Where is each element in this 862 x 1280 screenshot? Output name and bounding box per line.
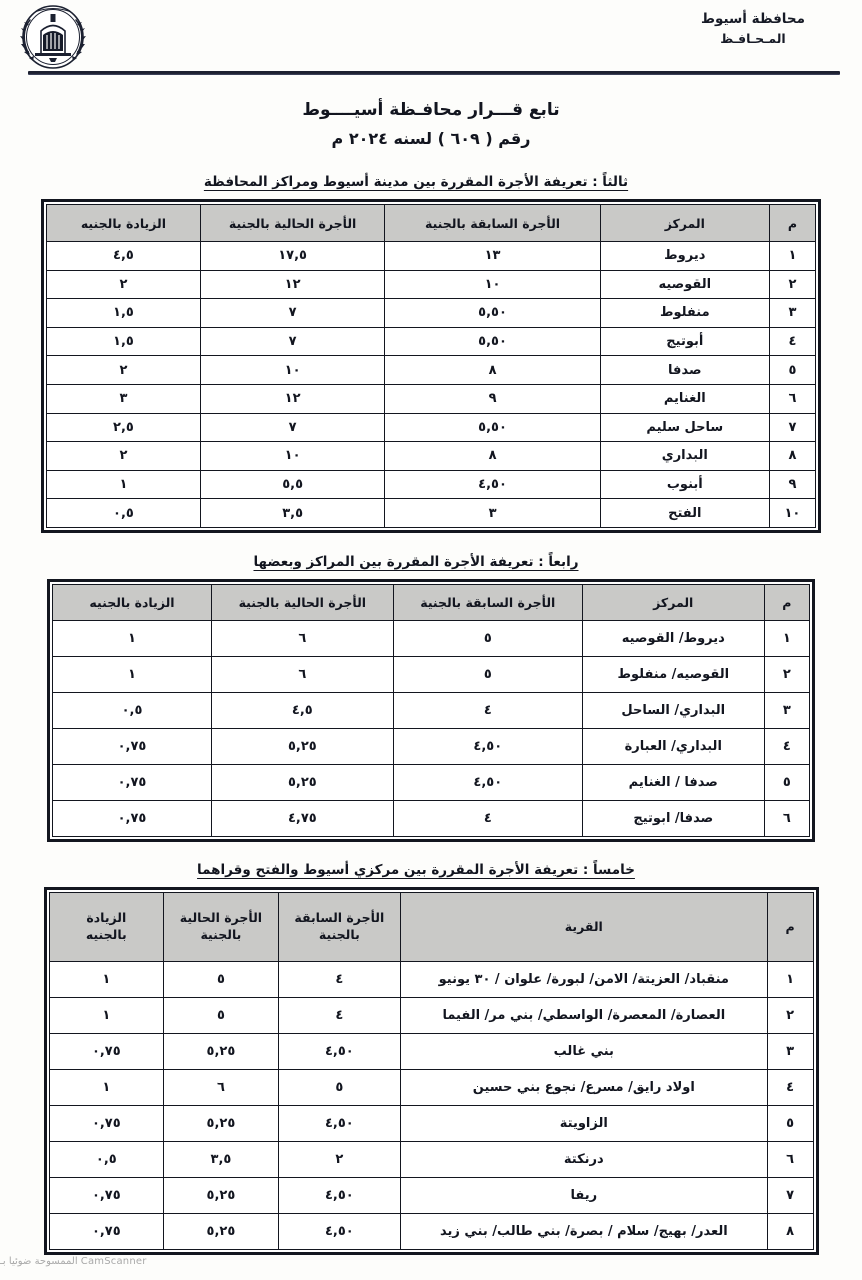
cell-previous-fare: ٤,٥٠ — [278, 1213, 400, 1249]
cell-village: منقباد/ العزيتة/ الامن/ لبورة/ علوان / ٣٠ يونيو — [400, 961, 767, 997]
section-heading-fifth: خامساً : تعريفة الأجرة المقررة بين مركزي أسيوط والفتح وقراهما — [197, 861, 635, 878]
table-row — [47, 442, 816, 471]
col-header-center: المركز — [582, 584, 764, 620]
cell-increase: ٠,٧٥ — [49, 1213, 164, 1249]
table-row — [53, 620, 810, 656]
col-header-current-fare: الأجرة الحالية بالجنية — [212, 584, 394, 620]
table-header-row — [49, 892, 813, 961]
cell-increase: ١ — [47, 470, 201, 499]
cell-previous-fare: ٤ — [393, 692, 582, 728]
cell-center: القوصيه — [600, 270, 769, 299]
cell-village: ريفا — [400, 1177, 767, 1213]
col-header-village: القرية — [400, 892, 767, 961]
cell-increase: ٠,٥ — [53, 692, 212, 728]
table-row — [47, 413, 816, 442]
cell-previous-fare: ٥ — [278, 1069, 400, 1105]
table-row — [47, 499, 816, 528]
col-header-increase-line1: الزيادة — [86, 910, 127, 926]
cell-current-fare: ٧ — [200, 299, 385, 328]
cell-increase: ١,٥ — [47, 327, 201, 356]
cell-index: ٣ — [767, 1033, 813, 1069]
cell-village: الزاويتة — [400, 1105, 767, 1141]
cell-increase: ٠,٥ — [47, 499, 201, 528]
cell-current-fare: ٥,٥ — [200, 470, 385, 499]
cell-current-fare: ٥,٢٥ — [212, 728, 394, 764]
cell-index: ٦ — [764, 800, 809, 836]
cell-previous-fare: ٣ — [385, 499, 600, 528]
governorate-name: محافظة أسيوط — [701, 11, 805, 27]
table-row — [49, 997, 813, 1033]
cell-current-fare: ١٢ — [200, 270, 385, 299]
col-header-current-fare: الأجرة الحالية بالجنية — [200, 205, 385, 242]
col-header-current-fare-line1: الأجرة الحالية — [179, 910, 263, 926]
cell-increase: ١ — [53, 620, 212, 656]
table-row — [49, 1213, 813, 1249]
table-row — [53, 692, 810, 728]
cell-index: ٢ — [767, 997, 813, 1033]
cell-previous-fare: ٥,٥٠ — [385, 327, 600, 356]
cell-index: ٣ — [769, 299, 815, 328]
table-row — [49, 1141, 813, 1177]
table-fares-city-to-centers-wrapper — [41, 199, 821, 533]
table-row — [47, 384, 816, 413]
table-row — [47, 470, 816, 499]
cell-current-fare: ١٠ — [200, 442, 385, 471]
table-row — [53, 656, 810, 692]
cell-current-fare: ٥ — [164, 961, 279, 997]
table-row — [47, 242, 816, 271]
col-header-increase-line2: بالجنيه — [85, 926, 127, 942]
table-row — [47, 356, 816, 385]
table-row — [49, 1033, 813, 1069]
cell-current-fare: ٦ — [212, 656, 394, 692]
cell-index: ٤ — [769, 327, 815, 356]
cell-index: ١ — [769, 242, 815, 271]
cell-center: صدفا — [600, 356, 769, 385]
cell-current-fare: ٣,٥ — [164, 1141, 279, 1177]
cell-current-fare: ٣,٥ — [200, 499, 385, 528]
table-fares-between-centers — [52, 584, 810, 837]
cell-current-fare: ١٠ — [200, 356, 385, 385]
table-row — [47, 299, 816, 328]
cell-index: ٤ — [767, 1069, 813, 1105]
cell-center: البداري/ العبارة — [582, 728, 764, 764]
cell-current-fare: ٤,٧٥ — [212, 800, 394, 836]
cell-increase: ٠,٧٥ — [53, 800, 212, 836]
header-divider — [28, 71, 840, 75]
cell-previous-fare: ٨ — [385, 356, 600, 385]
cell-previous-fare: ٤,٥٠ — [278, 1105, 400, 1141]
table-row — [47, 270, 816, 299]
col-header-previous-fare-line1: الأجرة السابقة — [294, 910, 385, 926]
cell-increase: ٠,٧٥ — [53, 764, 212, 800]
col-header-index: م — [769, 205, 815, 242]
table-header-row — [47, 205, 816, 242]
cell-increase: ١ — [53, 656, 212, 692]
table-row — [53, 764, 810, 800]
scanner-watermark — [0, 1249, 844, 1268]
col-header-previous-fare: الأجرة السابقة بالجنية — [385, 205, 600, 242]
table-row — [49, 961, 813, 997]
cell-center: أبوتيج — [600, 327, 769, 356]
cell-index: ٢ — [764, 656, 809, 692]
cell-index: ١ — [764, 620, 809, 656]
col-header-previous-fare: الأجرة السابقة بالجنية — [393, 584, 582, 620]
col-header-index: م — [764, 584, 809, 620]
cell-center: البداري — [600, 442, 769, 471]
col-header-current-fare — [164, 892, 279, 961]
assiut-governorate-emblem-icon — [5, 4, 101, 70]
cell-previous-fare: ٤,٥٠ — [393, 728, 582, 764]
col-header-increase: الزيادة بالجنيه — [53, 584, 212, 620]
table-fares-villages — [49, 892, 814, 1250]
cell-index: ٨ — [769, 442, 815, 471]
cell-current-fare: ٥,٢٥ — [164, 1177, 279, 1213]
table-header-row — [53, 584, 810, 620]
cell-previous-fare: ٤,٥٠ — [278, 1033, 400, 1069]
cell-increase: ٠,٧٥ — [49, 1033, 164, 1069]
cell-increase: ١ — [49, 961, 164, 997]
table-row — [49, 1069, 813, 1105]
cell-previous-fare: ١٠ — [385, 270, 600, 299]
cell-previous-fare: ٤,٥٠ — [393, 764, 582, 800]
letterhead — [0, 0, 862, 74]
table-fares-between-centers-wrapper — [47, 579, 815, 842]
cell-current-fare: ٦ — [212, 620, 394, 656]
cell-center: ديروط/ القوصيه — [582, 620, 764, 656]
col-header-center: المركز — [600, 205, 769, 242]
cell-center: أبنوب — [600, 470, 769, 499]
cell-index: ٩ — [769, 470, 815, 499]
cell-previous-fare: ١٣ — [385, 242, 600, 271]
cell-increase: ٠,٥ — [49, 1141, 164, 1177]
cell-previous-fare: ٥,٥٠ — [385, 413, 600, 442]
cell-index: ٥ — [767, 1105, 813, 1141]
table-row — [49, 1105, 813, 1141]
cell-previous-fare: ٥ — [393, 656, 582, 692]
cell-current-fare: ٧ — [200, 327, 385, 356]
cell-index: ٧ — [769, 413, 815, 442]
cell-increase: ١ — [49, 997, 164, 1033]
cell-center: صدفا / الغنايم — [582, 764, 764, 800]
section-heading-third: ثالثاً : تعريفة الأجرة المقررة بين مدينة أسيوط ومراكز المحافظة — [203, 174, 629, 190]
table-fares-villages-wrapper — [44, 887, 819, 1255]
cell-previous-fare: ٥,٥٠ — [385, 299, 600, 328]
col-header-previous-fare-line2: بالجنية — [318, 926, 360, 942]
cell-village: العدر/ بهيج/ سلام / بصرة/ بني طالب/ بني زيد — [400, 1213, 767, 1249]
cell-village: اولاد رايق/ مسرع/ نجوع بني حسين — [400, 1069, 767, 1105]
cell-index: ٧ — [767, 1177, 813, 1213]
cell-increase: ٠,٧٥ — [53, 728, 212, 764]
cell-previous-fare: ٤,٥٠ — [278, 1177, 400, 1213]
cell-center: ديروط — [600, 242, 769, 271]
cell-index: ١ — [767, 961, 813, 997]
cell-center: الغنايم — [600, 384, 769, 413]
cell-previous-fare: ٤ — [278, 961, 400, 997]
cell-increase: ٣ — [47, 384, 201, 413]
table-row — [47, 327, 816, 356]
cell-current-fare: ٥,٢٥ — [164, 1105, 279, 1141]
table-row — [53, 800, 810, 836]
cell-village: العصارة/ المعصرة/ الواسطي/ بني مر/ الفيما — [400, 997, 767, 1033]
governorate-identity — [658, 10, 848, 48]
table-fares-city-to-centers — [46, 204, 816, 528]
cell-current-fare: ٦ — [164, 1069, 279, 1105]
governor-title: المـحـافـظ — [720, 30, 786, 46]
cell-current-fare: ٥,٢٥ — [164, 1213, 279, 1249]
cell-current-fare: ٥,٢٥ — [164, 1033, 279, 1069]
col-header-increase — [49, 892, 164, 961]
cell-previous-fare: ٤ — [393, 800, 582, 836]
cell-index: ٦ — [769, 384, 815, 413]
cell-previous-fare: ٨ — [385, 442, 600, 471]
cell-increase: ٢ — [47, 270, 201, 299]
cell-previous-fare: ٥ — [393, 620, 582, 656]
cell-increase: ١,٥ — [47, 299, 201, 328]
col-header-increase: الزيادة بالجنيه — [47, 205, 201, 242]
cell-current-fare: ٥ — [164, 997, 279, 1033]
cell-center: القوصيه/ منفلوط — [582, 656, 764, 692]
cell-index: ٣ — [764, 692, 809, 728]
cell-index: ٦ — [767, 1141, 813, 1177]
cell-village: درنكتة — [400, 1141, 767, 1177]
cell-index: ٤ — [764, 728, 809, 764]
cell-current-fare: ١٧,٥ — [200, 242, 385, 271]
cell-previous-fare: ٩ — [385, 384, 600, 413]
cell-current-fare: ٥,٢٥ — [212, 764, 394, 800]
cell-current-fare: ٧ — [200, 413, 385, 442]
cell-current-fare: ١٢ — [200, 384, 385, 413]
cell-index: ١٠ — [769, 499, 815, 528]
cell-previous-fare: ٤ — [278, 997, 400, 1033]
cell-index: ٥ — [769, 356, 815, 385]
cell-index: ٥ — [764, 764, 809, 800]
cell-increase: ٠,٧٥ — [49, 1105, 164, 1141]
decree-number: رقم ( ٦٠٩ ) لسنه ٢٠٢٤ م — [331, 129, 531, 148]
cell-increase: ٢ — [47, 356, 201, 385]
cell-current-fare: ٤,٥ — [212, 692, 394, 728]
cell-center: ساحل سليم — [600, 413, 769, 442]
cell-village: بني غالب — [400, 1033, 767, 1069]
table-row — [49, 1177, 813, 1213]
cell-center: صدفا/ ابوتيج — [582, 800, 764, 836]
col-header-previous-fare — [278, 892, 400, 961]
cell-index: ٢ — [769, 270, 815, 299]
cell-increase: ٠,٧٥ — [49, 1177, 164, 1213]
col-header-index: م — [767, 892, 813, 961]
cell-increase: ٤,٥ — [47, 242, 201, 271]
cell-previous-fare: ٤,٥٠ — [385, 470, 600, 499]
cell-center: البداري/ الساحل — [582, 692, 764, 728]
cell-center: الفتح — [600, 499, 769, 528]
document-title: تابع قـــرار محافـظة أسيــــوط — [302, 100, 560, 120]
cell-increase: ٢ — [47, 442, 201, 471]
cell-index: ٨ — [767, 1213, 813, 1249]
table-row — [53, 728, 810, 764]
col-header-current-fare-line2: بالجنية — [200, 926, 242, 942]
cell-increase: ١ — [49, 1069, 164, 1105]
cell-center: منفلوط — [600, 299, 769, 328]
cell-increase: ٢,٥ — [47, 413, 201, 442]
cell-previous-fare: ٢ — [278, 1141, 400, 1177]
scanner-watermark-text: الممسوحة ضوئيا بـ CamScanner — [0, 1256, 147, 1267]
section-heading-fourth: رابعاً : تعريفة الأجرة المقررة بين المراكز وبعضها — [253, 553, 579, 570]
